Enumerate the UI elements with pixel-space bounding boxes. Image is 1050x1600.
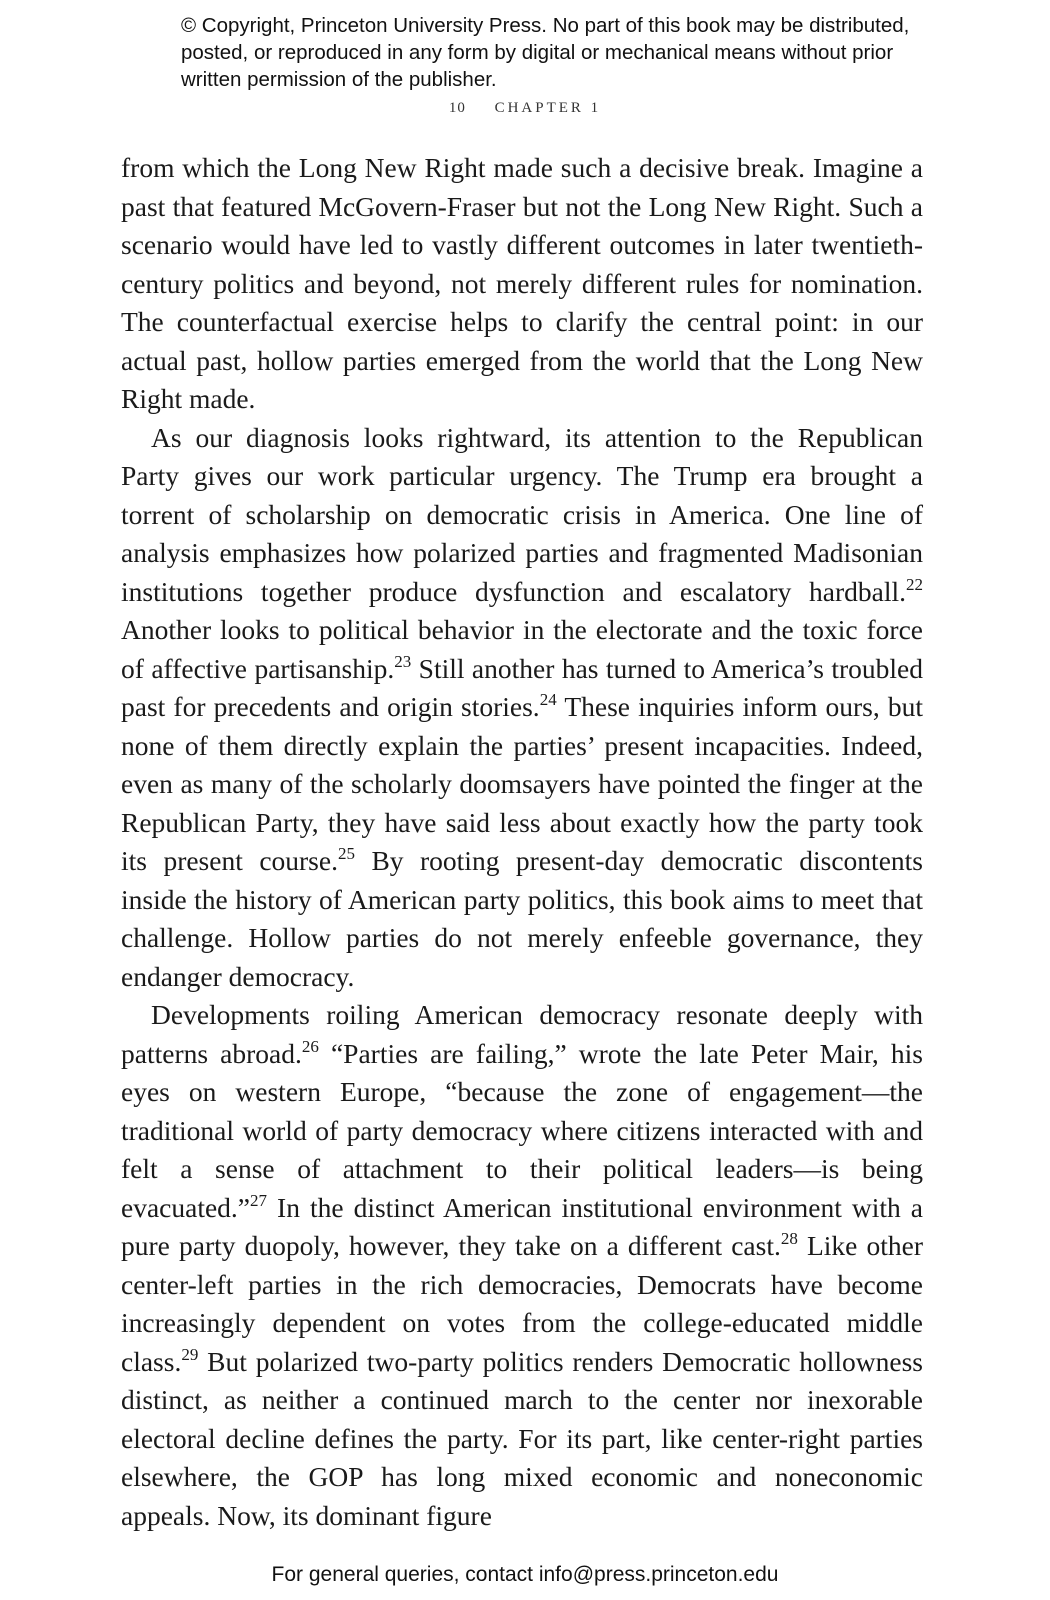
paragraph-text: As our diagnosis looks rightward, its attention to the Republican Party gives our work particular urgency. The Trump era brought a torrent of scholarship on democratic crisis in America. One line of analysis emphasizes how polarized parties and fragmented Madisonian institutions together produce dysfunction and escalatory hardball. (121, 421, 923, 607)
paragraph-text: These inquiries inform ours, but none of them directly explain the parties’ present incapacities. Indeed, even as many of the scholarly doomsayers have pointed the finger at the Republican Party, they have said less about exactly how the party took its present course. (121, 691, 923, 876)
footnote-ref[interactable]: 23 (394, 651, 412, 671)
paragraph-text: Still another has turned to America’s troubled past for precedents and origin stories. (121, 652, 923, 722)
paragraph-text: Like other center-left parties in the rich democracies, Democrats have become increasingly dependent on votes from the college-educated middle class. (121, 1230, 923, 1377)
paragraph-text: In the distinct American institutional environment with a pure party duopoly, however, they take on a different cast. (121, 1191, 923, 1261)
footnote-ref[interactable]: 27 (250, 1190, 268, 1210)
footnote-ref[interactable]: 25 (337, 844, 355, 863)
footnote-ref[interactable]: 24 (539, 690, 557, 709)
footer-contact: For general queries, contact info@press.princeton.edu (271, 1563, 779, 1586)
page-number: 10 (448, 100, 466, 116)
paragraph-text: Developments roiling American democracy resonate deeply with patterns abroad. (121, 999, 923, 1069)
paragraph-text: from which the Long New Right made such a decisive break. Imagine a past that featured McGovern-Fraser but not the Long New Right. Such a scenario would have led to vastly different outcomes in later twentieth-century politics and beyond, not merely different rules for nomination. The counterfactual exercise helps to clarify the central point: in our actual past, hollow parties emerged from the world that the Long New Right made. (121, 152, 923, 414)
footnote-ref[interactable]: 28 (780, 1229, 798, 1248)
paragraph-2 (121, 419, 923, 997)
footnote-ref[interactable]: 29 (181, 1344, 199, 1364)
body-text (121, 149, 923, 1535)
paragraph-text: By rooting present-day democratic discontents inside the history of American party politics, this book aims to meet that challenge. Hollow parties do not merely enfeeble governance, they endanger democracy. (121, 845, 924, 992)
paragraph-1 (121, 149, 923, 419)
footnote-ref[interactable]: 26 (301, 1036, 319, 1056)
paragraph-text: “Parties are failing,” wrote the late Peter Mair, his eyes on western Europe, “because the zone of engagement—the traditional world of party democracy where citizens interacted with and felt a sense of attachment to their political leaders—is being evacuated.” (121, 1037, 924, 1223)
running-head (0, 100, 1050, 117)
paragraph-text: Another looks to political behavior in the electorate and the toxic force of affective partisanship. (121, 614, 923, 684)
chapter-label: CHAPTER 1 (494, 100, 602, 116)
copyright-notice: © Copyright, Princeton University Press. No part of this book may be distributed, posted, or reproduced in any form by digital or mechanical means without prior written permission of the publisher. (181, 14, 910, 91)
paragraph-text: But polarized two-party politics renders Democratic hollowness distinct, as neither a continued march to the center nor inexorable electoral decline defines the party. For its part, like center-right parties elsewhere, the GOP has long mixed economic and noneconomic appeals. Now, its dominant figure (121, 1345, 923, 1531)
paragraph-3 (121, 996, 923, 1535)
footnote-ref[interactable]: 22 (906, 574, 923, 594)
